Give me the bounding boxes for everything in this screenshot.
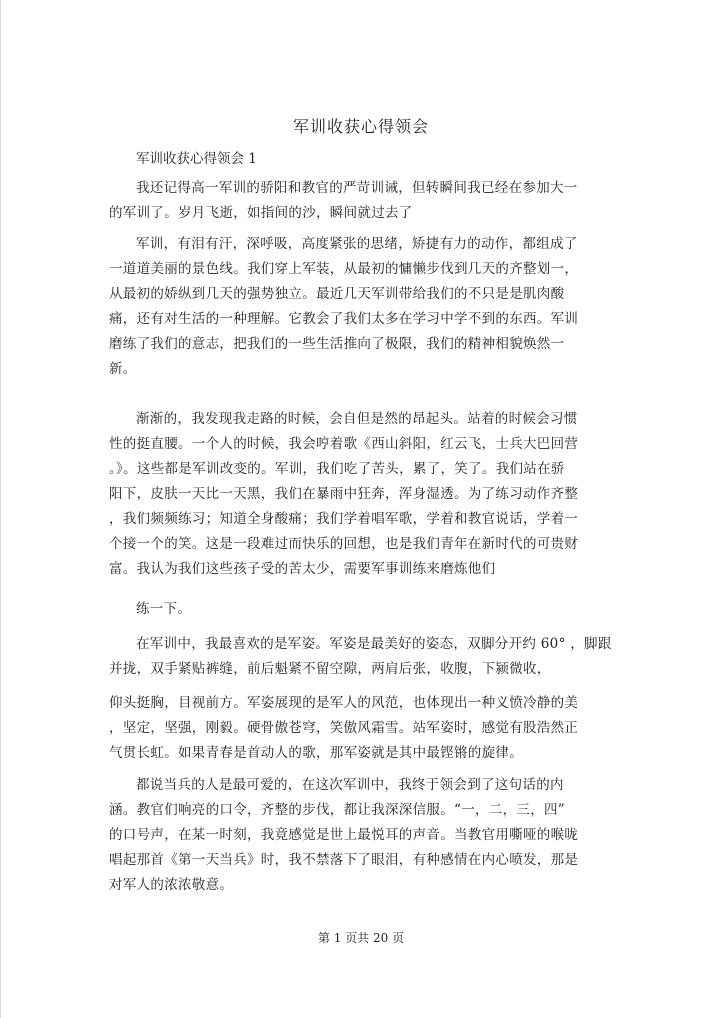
paragraph-line: 痛，还有对生活的一种理解。它教会了我们太多在学习中学不到的东西。军训: [109, 311, 579, 327]
document-title: 军训收获心得领会: [292, 117, 429, 136]
paragraph-line: ，坚定，坚强，刚毅。硬骨傲苍穹，笑傲风霜雪。站军姿时，感觉有股浩然正: [109, 720, 579, 736]
paragraph-line: 都说当兵的人是最可爱的，在这次军训中，我终于领会到了这句话的内: [136, 777, 564, 793]
paragraph-line: 从最初的娇纵到几天的强势独立。最近几天军训带给我们的不只是是肌肉酸: [109, 286, 565, 302]
paragraph-line: 并拢，双手紧贴裤缝，前后魁紧不留空隙，两肩后张，收腹，下颍微收，: [109, 661, 551, 677]
paragraph-line: 对军人的浓浓敬意。: [109, 877, 234, 893]
paragraph-line: 的口号声，在某一时刻，我竟感觉是世上最悦耳的声音。当教官用嘶哑的喉咙: [109, 827, 579, 843]
paragraph-line: 渐渐的，我发现我走路的时候，会自但是然的昂起头。站着的时候会习惯: [136, 411, 578, 427]
paragraph-4: [109, 597, 609, 622]
paragraph-line: 个接一个的笑。这是一段难过而快乐的回想，也是我们青年在新时代的可贵财: [109, 536, 579, 552]
paragraph-line: 阳下，皮肤一天比一天黑，我们在暴雨中狂奔，浑身湿透。为了练习动作齐整: [109, 486, 579, 502]
paragraph-6: [109, 691, 609, 766]
paragraph-line: 的军训了。岁月飞逝，如指间的沙，瞬间就过去了: [109, 205, 413, 221]
paragraph-line: 我还记得高一军训的骄阳和教官的严苛训诫，但转瞬间我已经在参加大一: [136, 180, 578, 196]
paragraph-5: [109, 632, 612, 682]
paragraph-line: 磨练了我们的意志，把我们的一些生活推向了极限，我们的精神相貌焕然一: [109, 336, 565, 352]
paragraph-line: 军训，有泪有汗，深呼吸，高度紧张的思绪，矫捷有力的动作，都组成了: [136, 236, 578, 252]
paragraph-line: 涵。教官们响亮的口令，齐整的步伐，都让我深深信服。“一，二，三，四”: [109, 802, 566, 818]
paragraph-line: 仰头挺胸，目视前方。军姿展现的是军人的风范，也体现出一种义愤冷静的美: [109, 695, 579, 711]
paragraph-line: 。》。这些都是军训改变的。军训，我们吃了苦头，累了，笑了。我们站在骄: [109, 461, 565, 477]
paragraph-line: 练一下。: [136, 601, 192, 617]
paragraph-3: [109, 407, 609, 582]
paragraph-line: ，我们频频练习；知道全身酸痛；我们学着唱军歌，学着和教官说话，学着一: [109, 511, 579, 527]
page-number-footer: 第 1 页共 20 页: [317, 931, 405, 945]
paragraph-1: [109, 176, 609, 226]
paragraph-line: 唱起那首《第一天当兵》时，我不禁落下了眼泪，有种感情在内心喷发，那是: [109, 852, 579, 868]
paragraph-line: 气贯长虹。如果青春是首动人的歌，那军姿就是其中最铿锵的旋律。: [109, 745, 523, 761]
paragraph-7: [109, 773, 609, 898]
paragraph-line: 新。: [109, 361, 137, 377]
paragraph-line: 富。我认为我们这些孩子受的苦太少，需要军事训练来磨炼他们: [109, 561, 496, 577]
paragraph-2: [109, 232, 609, 382]
paragraph-line: 在军训中，我最喜欢的是军姿。军姿是最美好的姿态，双脚分开约 60° ，脚跟: [136, 636, 612, 652]
paragraph-line: 性的挺直腰。一个人的时候，我会哼着歌《西山斜阳，红云飞，士兵大巴回营: [109, 436, 579, 452]
paragraph-line: 一道道美丽的景色线。我们穿上军装，从最初的慵懒步伐到几天的齐整划一，: [109, 261, 579, 277]
document-subtitle: 军训收获心得领会 1: [136, 151, 257, 167]
